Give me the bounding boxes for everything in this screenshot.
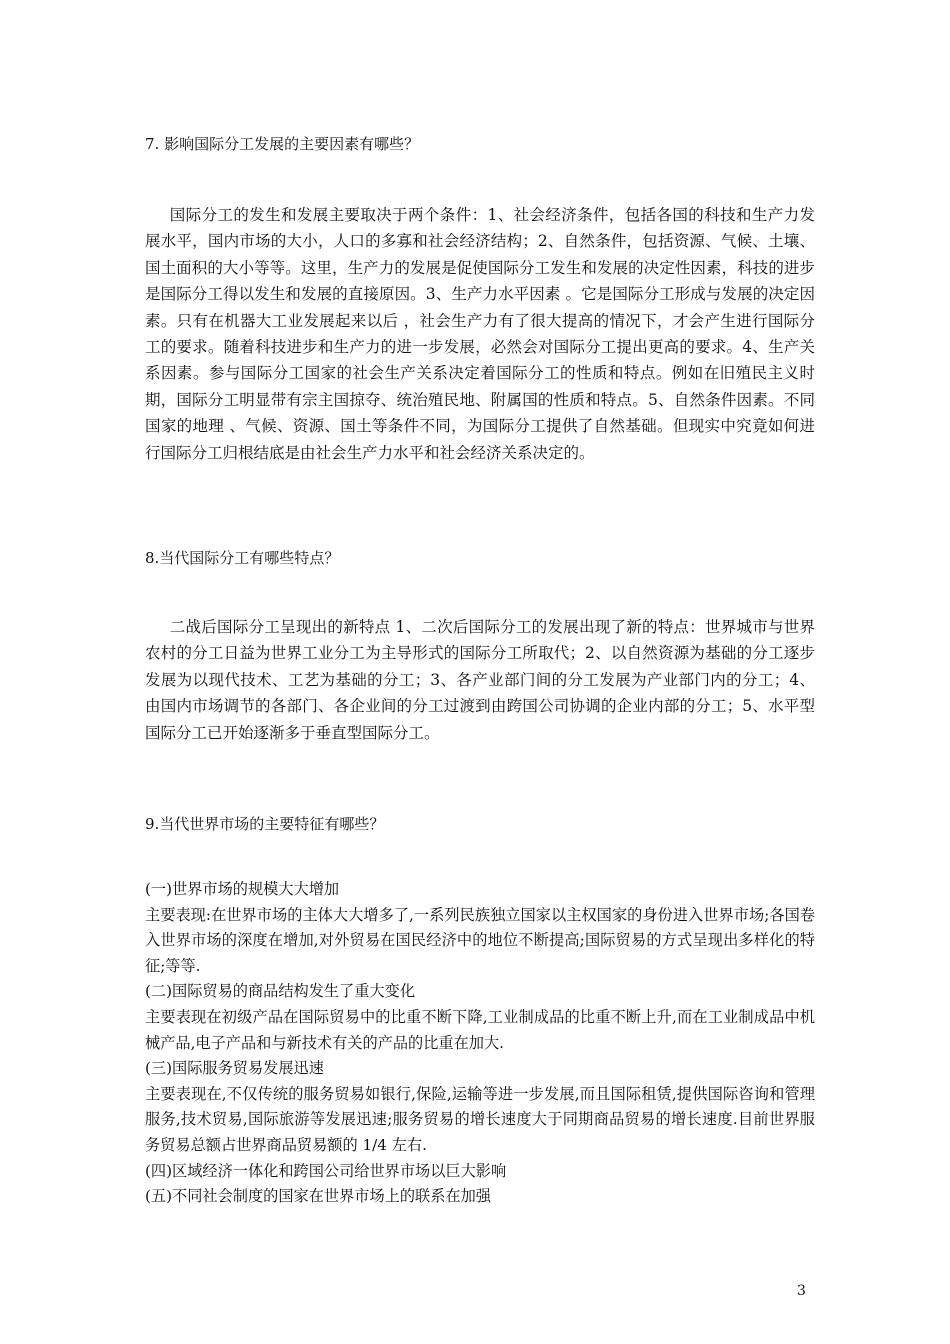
- q9-heading-5: (五)不同社会制度的国家在世界市场上的联系在加强: [145, 1187, 491, 1206]
- question-7-answer: 国际分工的发生和发展主要取决于两个条件：1、社会经济条件，包括各国的科技和生产力发展水平，国内市场的大小，人口的多寡和社会经济结构；2、自然条件，包括资源、气候、土壤、国土面积的大小等等。这里，生产力的发展是促使国际分工发生和发展的决定性因素，科技的进步是国际分工得以发生和发展的直接原因。3、生产力水平因素 。它是国际分工形成与发展的决定因素。只有在机器大工业发展起来以后 ，社会生产力有了很大提高的情况下，才会产生进行国际分工的要求。随着科技进步和生产力的进一步发展，必然会对国际分工提出更高的要求。4、生产关系因素。参与国际分工国家的社会生产关系决定着国际分工的性质和特点。例如在旧殖民主义时期，国际分工明显带有宗主国掠夺、统治殖民地、附属国的性质和特点。5、自然条件因素。不同国家的地理 、气候、资源、国土等条件不同，为国际分工提供了自然基础。但现实中究竟如何进行国际分工归根结底是由社会生产力水平和社会经济关系决定的。: [145, 206, 815, 462]
- q9-detail-3: 主要表现在,不仅传统的服务贸易如银行,保险,运输等进一步发展,而且国际租赁,提供国际咨询和管理服务,技术贸易,国际旅游等发展迅速;服务贸易的增长速度大于同期商品贸易的增长速度.目前世界服务贸易总额占世界商品贸易额的 1/4 左右.: [145, 1084, 815, 1154]
- question-8-answer: 二战后国际分工呈现出的新特点 1、二次后国际分工的发展出现了新的特点：世界城市与世界农村的分工日益为世界工业分工为主导形式的国际分工所取代；2、以自然资源为基础的分工逐步发展为以现代技术、工艺为基础的分工；3、各产业部门间的分工发展为产业部门内的分工；4、由国内市场调节的各部门、各企业间的分工过渡到由跨国公司协调的企业内部的分工；5、水平型国际分工已开始逐渐多于垂直型国际分工。: [145, 618, 815, 742]
- question-8-title: 8.当代国际分工有哪些特点？: [145, 549, 340, 567]
- q9-heading-2: (二)国际贸易的商品结构发生了重大变化: [145, 982, 416, 1001]
- q9-heading-1: (一)世界市场的规模大大增加: [145, 880, 340, 898]
- q9-heading-4: (四)区域经济一体化和跨国公司给世界市场以巨大影响: [145, 1161, 507, 1180]
- q9-detail-1: 主要表现:在世界市场的主体大大增多了,一系列民族独立国家以主权国家的身份进入世界市场;各国卷入世界市场的深度在增加,对外贸易在国民经济中的地位不断提高;国际贸易的方式呈现出多样化的特征;等等.: [145, 905, 815, 975]
- q9-detail-2: 主要表现在初级产品在国际贸易中的比重不断下降,工业制成品的比重不断上升,而在工业制成品中机械产品,电子产品和与新技术有关的产品的比重在加大.: [145, 1007, 815, 1052]
- question-7-title: 7. 影响国际分工发展的主要因素有哪些？: [145, 135, 420, 153]
- question-9-title: 9.当代世界市场的主要特征有哪些？: [145, 815, 385, 833]
- question-9-answer: [145, 877, 815, 1210]
- q9-heading-3: (三)国际服务贸易发展迅速: [145, 1059, 324, 1078]
- page-number: 3: [797, 1283, 806, 1299]
